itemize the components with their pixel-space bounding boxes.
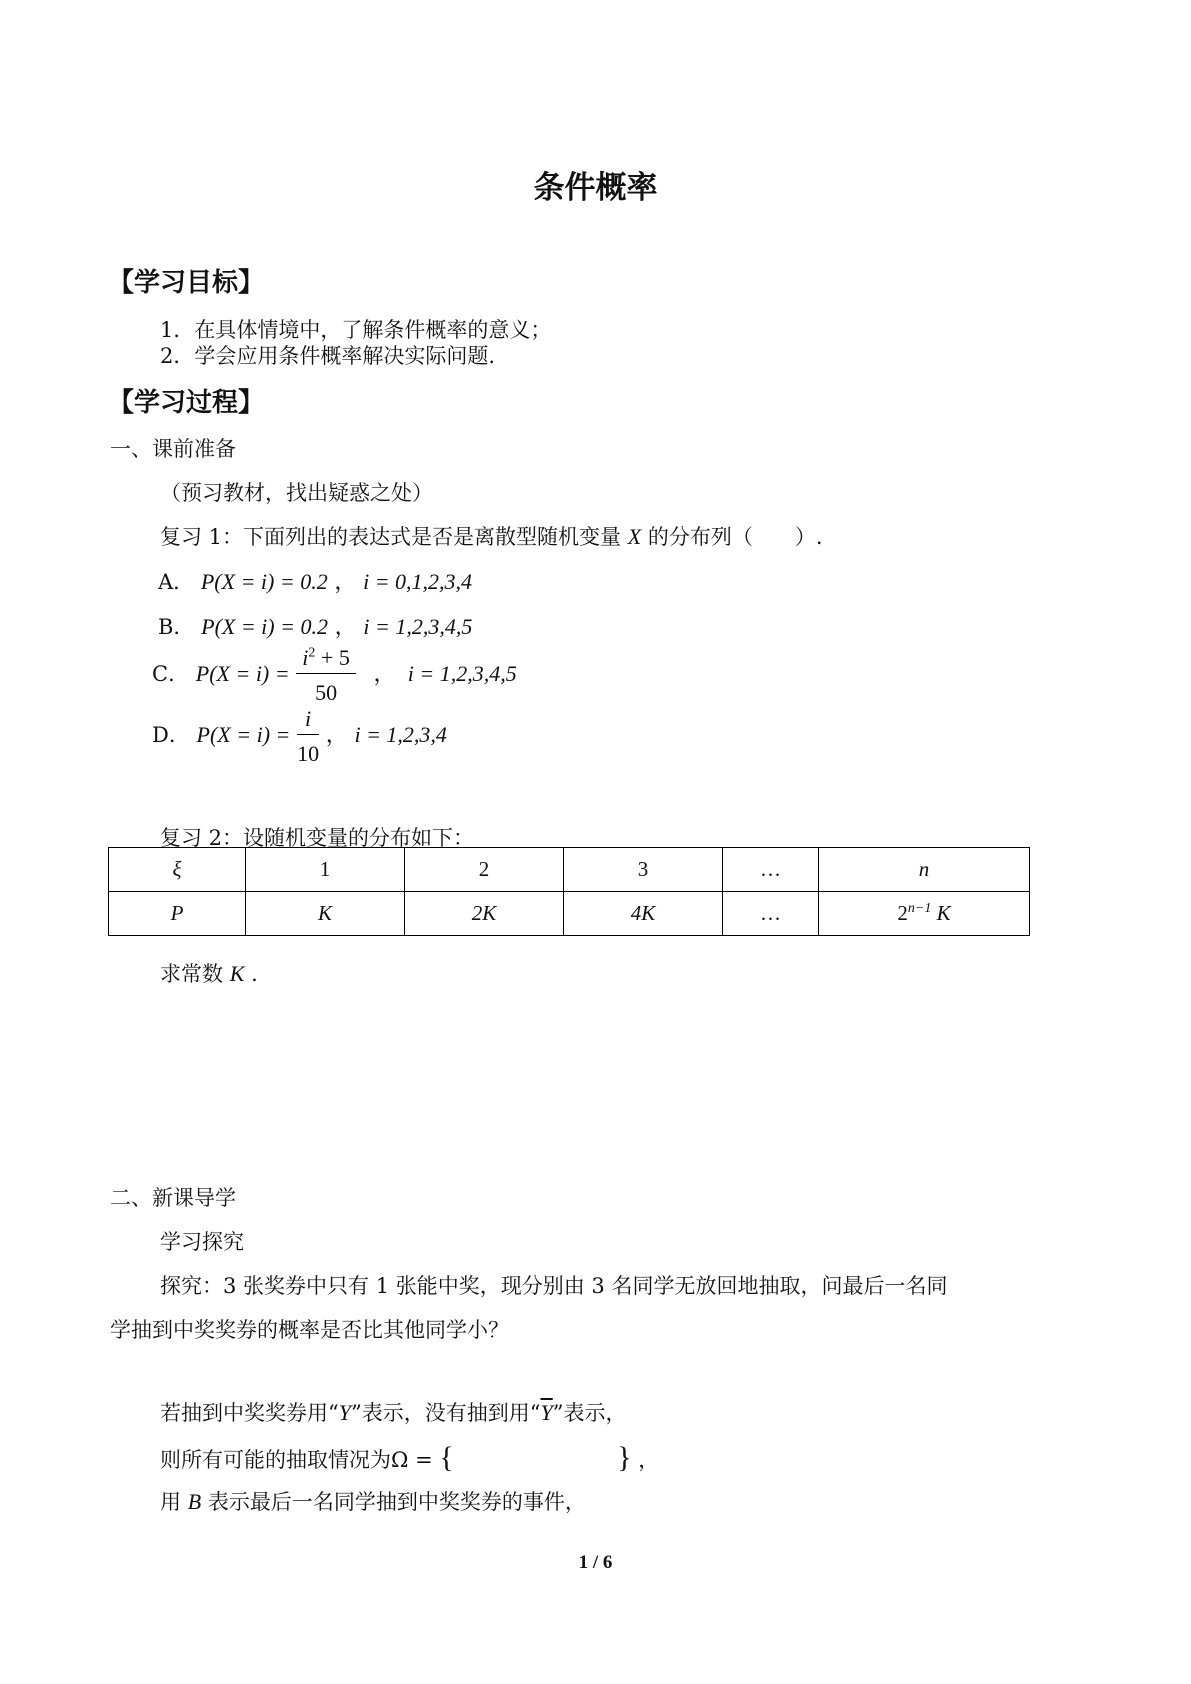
objectives-heading: 【学习目标】 (108, 268, 265, 298)
option-b-expr: P(X = i) = 0.2 (201, 614, 328, 639)
table-cell: 4K (564, 892, 723, 936)
table-cell: P (109, 892, 246, 936)
part2-heading: 二、新课导学 (110, 1186, 236, 1210)
y-line: 若抽到中奖奖券用“Y”表示，没有抽到用“$\overline{Y}$”表示， (160, 1400, 627, 1425)
explore-line-1: 探究：3 张奖券中只有 1 张能中奖，现分别由 3 名同学无放回地抽取，问最后一名同 (160, 1274, 948, 1298)
table-cell: 3 (564, 848, 723, 892)
review1-tail: 的分布列（ ）. (647, 525, 823, 549)
option-c: C． P(X = i) = $\frac{i^2 + 5}{50}$ ， i = 1,2,3,4,5 (152, 645, 517, 705)
table-cell: 2 (405, 848, 564, 892)
b-line: 用 B 表示最后一名同学抽到中奖奖券的事件， (160, 1489, 586, 1514)
find-tail: . (251, 962, 258, 986)
part1-heading: 一、课前准备 (110, 437, 236, 461)
table-cell: $2^{n-1}$ K (819, 892, 1030, 936)
table-cell: 1 (246, 848, 405, 892)
review2-text: 复习 2：设随机变量的分布如下： (160, 826, 475, 850)
y-bar-var: $\overline{Y}$ (540, 1400, 553, 1425)
omega-line: 则所有可能的抽取情况为Ω = { } ， (160, 1441, 660, 1474)
table-row (109, 892, 1030, 936)
table-cell: 2K (405, 892, 564, 936)
distribution-table (108, 847, 1030, 936)
option-d-lhs: P(X = i) = (196, 722, 291, 747)
page-title: 条件概率 (533, 170, 658, 206)
option-b: B． P(X = i) = 0.2 ， i = 1,2,3,4,5 (158, 614, 473, 639)
y-var: Y (338, 1400, 351, 1425)
table-cell: ξ (109, 848, 246, 892)
review1-line (160, 521, 823, 551)
table-cell: … (723, 848, 819, 892)
option-c-fraction: $\frac{i^2 + 5}{50}$ (296, 645, 356, 706)
option-c-lhs: P(X = i) = (195, 661, 290, 686)
table-cell: n (819, 848, 1030, 892)
objective-1: 1．在具体情境中，了解条件概率的意义； (160, 318, 552, 342)
find-var: K (229, 961, 245, 986)
option-d: D． P(X = i) = $\frac{i}{10}$ ， i = 1,2,3,4 (152, 706, 447, 766)
explore-line-2: 学抽到中奖奖券的概率是否比其他同学小？ (110, 1318, 509, 1342)
part1-note: （预习教材，找出疑惑之处） (160, 481, 433, 505)
option-a-range: i = 0,1,2,3,4 (363, 569, 473, 594)
process-heading: 【学习过程】 (108, 388, 265, 418)
page-number: 1 / 6 (578, 1552, 613, 1573)
omega-text: 则所有可能的抽取情况为Ω = (160, 1448, 433, 1472)
option-a-expr: P(X = i) = 0.2 (200, 569, 328, 594)
b-var: B (187, 1489, 202, 1514)
review1-var: X (627, 524, 642, 549)
omega-tail: ， (638, 1448, 660, 1472)
option-a: A． P(X = i) = 0.2 ， i = 0,1,2,3,4 (158, 569, 473, 594)
option-d-label: D． (152, 723, 190, 747)
option-d-range: i = 1,2,3,4 (354, 722, 447, 747)
table-cell: … (723, 892, 819, 936)
table-cell: K (246, 892, 405, 936)
option-a-label: A． (158, 570, 195, 594)
option-d-fraction: $\frac{i}{10}$ (297, 706, 320, 766)
objective-2: 2．学会应用条件概率解决实际问题. (160, 344, 496, 368)
find-line (160, 958, 258, 988)
option-b-label: B． (158, 615, 195, 639)
option-b-range: i = 1,2,3,4,5 (363, 614, 473, 639)
review1-text: 复习 1：下面列出的表达式是否是离散型随机变量 (160, 525, 622, 549)
find-text: 求常数 (160, 962, 223, 986)
option-c-label: C． (152, 662, 190, 686)
table-row (109, 848, 1030, 892)
study-heading: 学习探究 (160, 1230, 244, 1254)
option-c-range: i = 1,2,3,4,5 (407, 661, 517, 686)
